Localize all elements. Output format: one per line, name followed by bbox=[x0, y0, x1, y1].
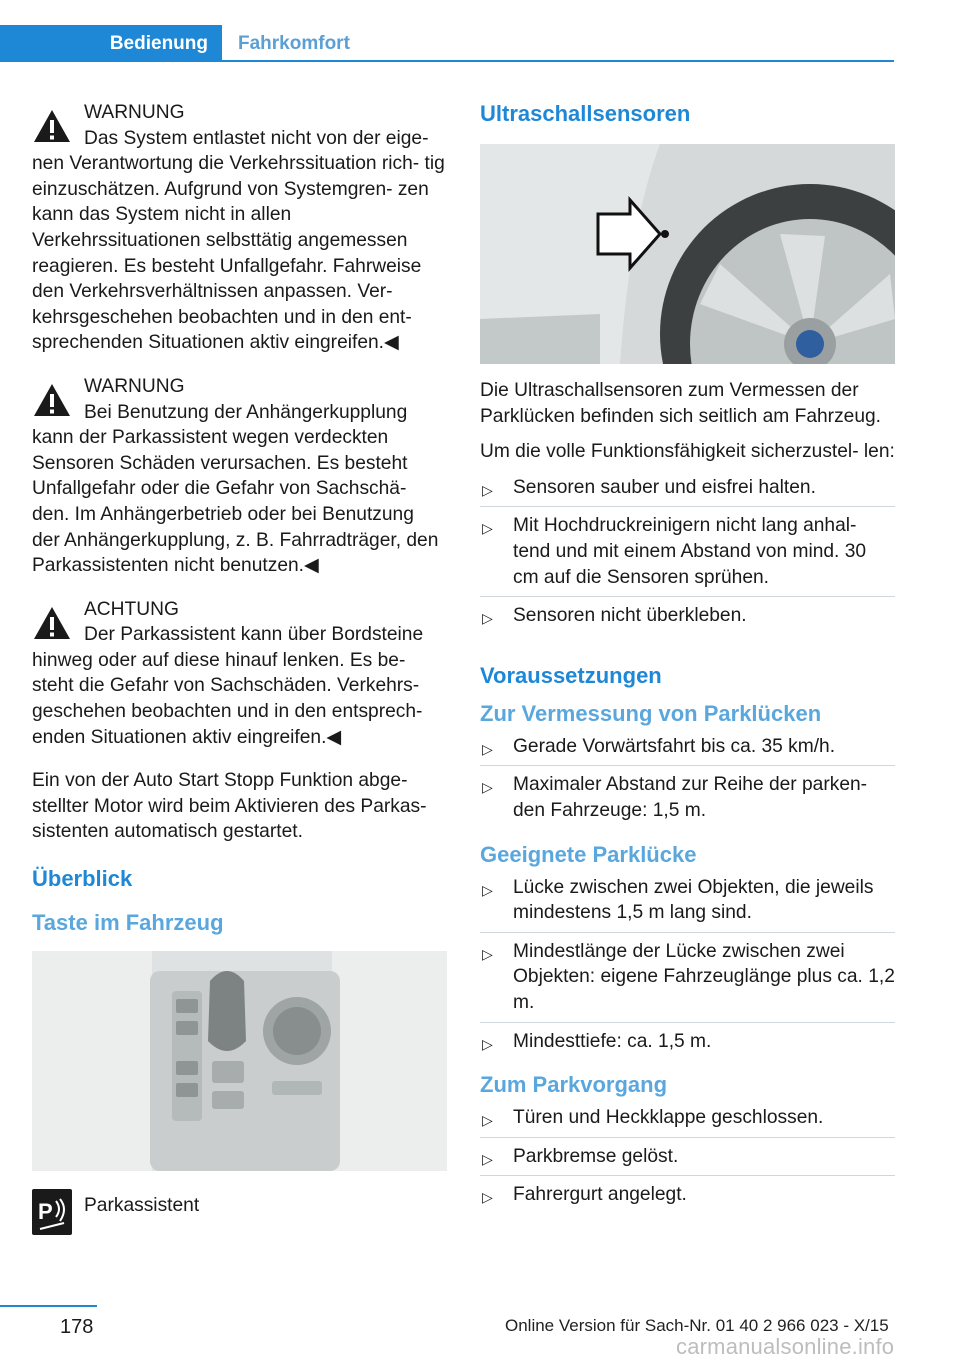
list-item-text: Türen und Heckklappe geschlossen. bbox=[513, 1107, 824, 1129]
list-item bbox=[480, 1105, 895, 1138]
svg-text:P: P bbox=[38, 1199, 53, 1225]
section-title-ultraschallsensoren: Ultraschallsensoren bbox=[480, 101, 691, 126]
list-item bbox=[480, 939, 895, 1023]
online-version-note: Online Version für Sach-Nr. 01 40 2 966 023 - X/15 bbox=[505, 1316, 889, 1335]
list-item-text: Mit Hochdruckreinigern nicht lang anhal‐ tend und mit einem Abstand von mind. 30 cm auf die Sensoren sprühen. bbox=[513, 515, 867, 588]
triangle-bullet-icon: ▷ bbox=[482, 779, 493, 796]
subsection-title-taste: Taste im Fahrzeug bbox=[32, 910, 224, 936]
right-column bbox=[480, 100, 895, 1221]
subsection-title-geeignete-parkluecke: Geeignete Parklücke bbox=[480, 841, 697, 867]
triangle-bullet-icon: ▷ bbox=[482, 1150, 493, 1167]
warning-text-first: Das System entlastet nicht von der eige‐ bbox=[84, 127, 429, 149]
tab-fahrkomfort[interactable]: Fahrkomfort bbox=[238, 32, 350, 54]
warning-title: WARNUNG bbox=[84, 375, 185, 397]
caution-text-rest: hinweg oder auf diese hinauf lenken. Es be‐ steht die Gefahr von Sachschäden. Verkehrs‐ geschehen beobachten und in den entsprech‐ enden Situationen aktiv eingreifen.◀ bbox=[32, 649, 423, 748]
triangle-bullet-icon: ▷ bbox=[482, 520, 493, 537]
list-item-text: Sensoren sauber und eisfrei halten. bbox=[513, 476, 816, 498]
sensors-location-text: Die Ultraschallsensoren zum Vermessen der Parklücken befinden sich seitlich am Fahrzeug. bbox=[480, 380, 882, 427]
triangle-bullet-icon: ▷ bbox=[482, 1035, 493, 1052]
list-item bbox=[480, 1029, 895, 1062]
console-photo bbox=[32, 951, 447, 1171]
caution-block bbox=[32, 597, 446, 751]
caption-row bbox=[32, 1187, 446, 1235]
triangle-bullet-icon: ▷ bbox=[482, 740, 493, 757]
suitable-list bbox=[480, 875, 895, 1062]
footer-divider bbox=[0, 1305, 97, 1307]
list-item bbox=[480, 603, 895, 636]
list-item-text: Sensoren nicht überkleben. bbox=[513, 605, 747, 627]
park-assist-button-icon bbox=[32, 1189, 72, 1235]
caution-text-first: Der Parkassistent kann über Bordsteine bbox=[84, 624, 424, 646]
section-title-voraussetzungen: Voraussetzungen bbox=[480, 662, 662, 688]
warning-text-first: Bei Benutzung der Anhängerkupplung bbox=[84, 401, 408, 423]
list-item bbox=[480, 475, 895, 508]
triangle-bullet-icon: ▷ bbox=[482, 610, 493, 627]
triangle-bullet-icon: ▷ bbox=[482, 1189, 493, 1206]
warning-text-rest: nen Verantwortung die Verkehrssituation rich‐ tig einzuschätzen. Aufgrund von Systemgren‐ zen kann das System nicht in allen Verkehrssituationen selbsttätig angemessen reagieren. Es besteht Unfallgefahr. Fahrweise den Verkehrsverhältnissen anpassen. Ver‐ kehrsgeschehen beobachten und in den ent‐ sprechenden Situationen aktiv eingreifen.◀ bbox=[32, 153, 445, 354]
subsection-title-parkvorgang: Zum Parkvorgang bbox=[480, 1072, 668, 1098]
warning-block-1 bbox=[32, 100, 446, 356]
list-item bbox=[480, 772, 895, 830]
list-item-text: Maximaler Abstand zur Reihe der parken‐ den Fahrzeuge: 1,5 m. bbox=[513, 774, 868, 821]
list-item-text: Parkbremse gelöst. bbox=[513, 1145, 679, 1167]
auto-start-stop-note: Ein von der Auto Start Stopp Funktion abge‐ stellter Motor wird beim Aktivieren des Parkas‐ sistenten automatisch gestartet. bbox=[32, 770, 427, 843]
list-item bbox=[480, 875, 895, 933]
list-item-text: Mindesttiefe: ca. 1,5 m. bbox=[513, 1030, 712, 1052]
warning-block-2 bbox=[32, 374, 446, 579]
caution-title: ACHTUNG bbox=[84, 598, 179, 620]
list-item-text: Gerade Vorwärtsfahrt bis ca. 35 km/h. bbox=[513, 735, 836, 757]
triangle-bullet-icon: ▷ bbox=[482, 945, 493, 962]
warning-triangle-icon bbox=[32, 108, 72, 144]
list-item bbox=[480, 734, 895, 767]
warning-triangle-icon bbox=[32, 382, 72, 418]
warning-text-rest: kann der Parkassistent wegen verdeckten Sensoren Schäden verursachen. Es besteht Unfallgefahr oder die Gefahr von Sachschä‐ den. Im Anhängerbetrieb oder bei Benutzung der Anhängerkupplung, z. B. Fahrradträger, den Parkassistenten nicht benutzen.◀ bbox=[32, 427, 439, 577]
sensors-function-text: Um die volle Funktionsfähigkeit sicherzustel‐ len: bbox=[480, 441, 895, 463]
list-item bbox=[480, 1144, 895, 1177]
list-item-text: Mindestlänge der Lücke zwischen zwei Objekten: eigene Fahrzeuglänge plus ca. 1,2 m. bbox=[513, 940, 895, 1013]
watermark[interactable]: carmanualsonline.info bbox=[676, 1334, 895, 1359]
warning-title: WARNUNG bbox=[84, 102, 185, 123]
left-column bbox=[32, 100, 446, 1235]
list-item-text: Fahrergurt angelegt. bbox=[513, 1184, 687, 1206]
warning-triangle-icon bbox=[32, 605, 72, 641]
list-item-text: Lücke zwischen zwei Objekten, die jeweils mindestens 1,5 m lang sind. bbox=[513, 876, 874, 924]
section-title-ueberblick: Überblick bbox=[32, 866, 133, 892]
triangle-bullet-icon: ▷ bbox=[482, 481, 493, 498]
triangle-bullet-icon: ▷ bbox=[482, 1112, 493, 1129]
list-item bbox=[480, 513, 895, 597]
caption-parkassistent: Parkassistent bbox=[84, 1195, 200, 1217]
page-number: 178 bbox=[60, 1316, 94, 1338]
wheel-sensor-photo bbox=[480, 144, 895, 364]
sensor-care-list bbox=[480, 475, 895, 636]
parking-list bbox=[480, 1105, 895, 1215]
list-item bbox=[480, 1182, 895, 1215]
subsection-title-vermessung: Zur Vermessung von Parklücken bbox=[480, 700, 822, 726]
tab-bedienung[interactable]: Bedienung bbox=[0, 25, 222, 62]
measure-list bbox=[480, 734, 895, 831]
triangle-bullet-icon: ▷ bbox=[482, 881, 493, 898]
header-divider bbox=[222, 60, 894, 62]
